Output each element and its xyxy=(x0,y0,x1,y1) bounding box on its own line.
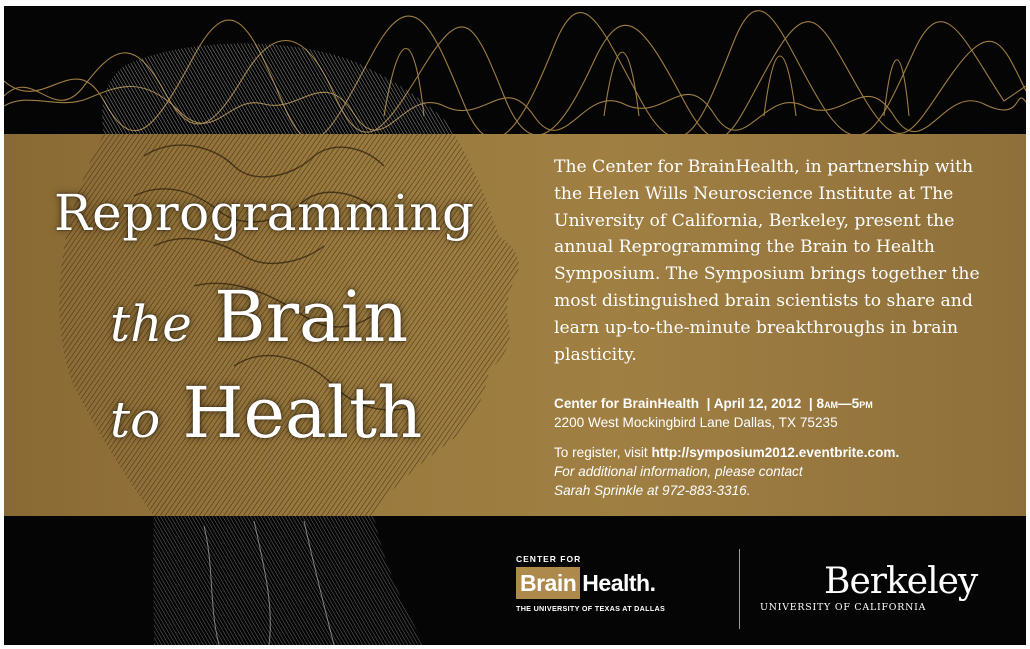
title-line-1: Reprogramming xyxy=(54,184,475,242)
separator: | xyxy=(706,396,711,411)
event-address: 2200 West Mockingbird Lane Dallas, TX 75235 xyxy=(554,415,838,430)
registration-line xyxy=(554,445,1014,464)
cbh-logo-top: CENTER FOR xyxy=(516,554,582,564)
event-venue-date-time xyxy=(554,396,1014,415)
event-date: April 12, 2012 xyxy=(713,396,802,411)
register-link[interactable]: http://symposium2012.eventbrite.com. xyxy=(651,445,900,460)
register-prefix: To register, visit xyxy=(554,445,648,460)
event-venue: Center for BrainHealth xyxy=(554,396,700,411)
title-to: to xyxy=(110,391,161,449)
cbh-logo-health: Health. xyxy=(582,569,656,596)
symposium-flyer xyxy=(4,6,1026,645)
center-for-brainhealth-logo xyxy=(516,554,716,624)
separator: | xyxy=(808,396,813,411)
contact-info-line-2: Sarah Sprinkle at 972-883-3316. xyxy=(554,483,751,498)
berkeley-wordmark: Berkeley xyxy=(824,561,978,602)
berkeley-logo xyxy=(758,562,998,613)
logo-divider xyxy=(739,549,740,629)
title-line-3 xyxy=(110,372,422,454)
event-time: 8AM—5PM xyxy=(816,396,873,411)
cbh-logo-main xyxy=(516,566,716,600)
title-the: the xyxy=(110,295,192,353)
berkeley-subtitle: UNIVERSITY OF CALIFORNIA xyxy=(760,602,927,613)
contact-info-line-1: For additional information, please contact xyxy=(554,464,803,479)
title-health: Health xyxy=(182,372,423,454)
cbh-logo-brain: Brain xyxy=(516,567,580,599)
title-brain: Brain xyxy=(214,276,409,358)
symposium-description: The Center for BrainHealth, in partnership with the Helen Wills Neuroscience Institute at The University of California, Berkeley, present the annual Reprogramming the Brain to Health Symposium. The Symposium brings together the most distinguished brain scientists to share and learn up-to-the-minute breakthroughs in brain plasticity. xyxy=(554,157,980,365)
title-line-2 xyxy=(110,276,408,358)
cbh-logo-bottom: THE UNIVERSITY OF TEXAS AT DALLAS xyxy=(516,604,666,613)
event-details xyxy=(554,396,1014,502)
